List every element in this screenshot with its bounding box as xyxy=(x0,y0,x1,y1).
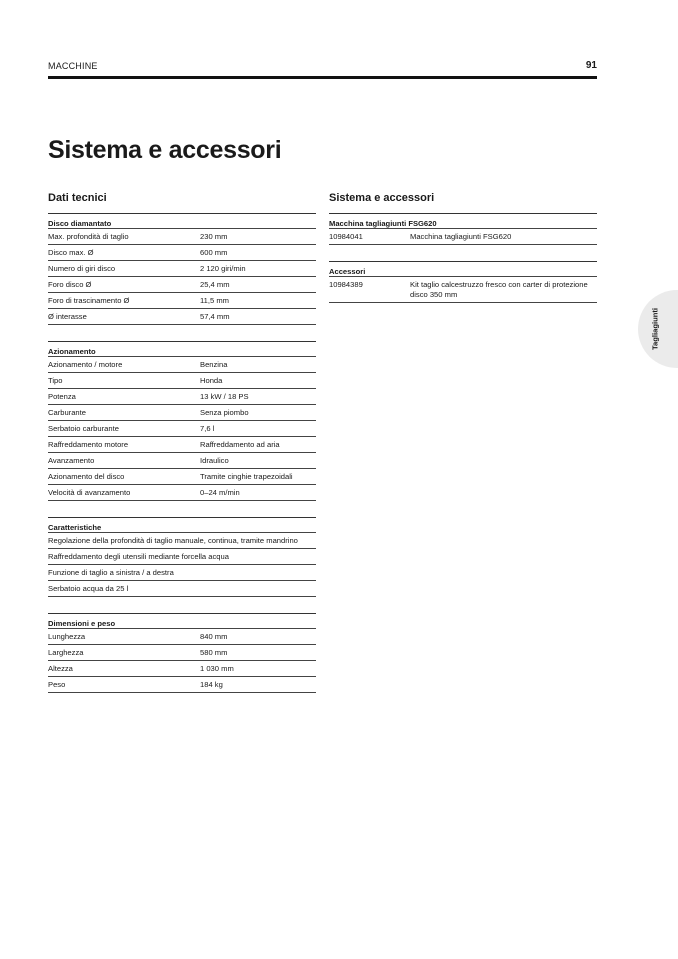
group-title: Accessori xyxy=(329,261,597,276)
table-row xyxy=(48,468,316,484)
row-label: Lunghezza xyxy=(48,632,86,641)
table-row xyxy=(48,644,316,660)
spec-group xyxy=(48,517,316,597)
accessory-group xyxy=(329,261,597,303)
row-label: Funzione di taglio a sinistra / a destra xyxy=(48,568,174,577)
page-title: Sistema e accessori xyxy=(48,136,282,164)
row-label: Carburante xyxy=(48,408,86,417)
row-value: Honda xyxy=(200,376,223,385)
row-value: Benzina xyxy=(200,360,228,369)
table-row xyxy=(48,580,316,597)
row-value: 600 mm xyxy=(200,248,228,257)
row-label: Potenza xyxy=(48,392,76,401)
table-row xyxy=(48,260,316,276)
row-value: Idraulico xyxy=(200,456,229,465)
row-value: 230 mm xyxy=(200,232,228,241)
row-value: Macchina tagliagiunti FSG620 xyxy=(410,232,512,241)
table-row xyxy=(48,276,316,292)
row-label: Avanzamento xyxy=(48,456,95,465)
row-value: Raffreddamento ad aria xyxy=(200,440,280,449)
row-label: Velocità di avanzamento xyxy=(48,488,131,497)
row-label: Altezza xyxy=(48,664,73,673)
table-row xyxy=(48,564,316,580)
group-title: Azionamento xyxy=(48,341,316,356)
table-row xyxy=(48,420,316,436)
row-label: Regolazione della profondità di taglio manuale, continua, tramite mandrino xyxy=(48,536,298,545)
row-value: Senza piombo xyxy=(200,408,249,417)
table-row xyxy=(48,676,316,693)
row-value: Kit taglio calcestruzzo fresco con carter di protezione disco 350 mm xyxy=(410,280,588,299)
row-label: Ø interasse xyxy=(48,312,87,321)
table-row xyxy=(48,388,316,404)
group-title: Caratteristiche xyxy=(48,517,316,532)
row-label: Foro di trascinamento Ø xyxy=(48,296,130,305)
table-row xyxy=(48,404,316,420)
table-row xyxy=(48,372,316,388)
table-row xyxy=(48,292,316,308)
row-label: Tipo xyxy=(48,376,63,385)
table-row xyxy=(48,452,316,468)
row-label: Azionamento / motore xyxy=(48,360,123,369)
header-section-label: MACCHINE xyxy=(48,61,98,71)
row-label: 10984041 xyxy=(329,232,363,241)
row-label: Disco max. Ø xyxy=(48,248,94,257)
table-row xyxy=(48,308,316,325)
row-value: 184 kg xyxy=(200,680,223,689)
row-value: Tramite cinghie trapezoidali xyxy=(200,472,293,481)
page-number: 91 xyxy=(585,60,597,71)
row-label: Max. profondità di taglio xyxy=(48,232,129,241)
row-label: Numero di giri disco xyxy=(48,264,116,273)
row-value: 580 mm xyxy=(200,648,228,657)
row-value: 11,5 mm xyxy=(200,296,229,305)
table-row xyxy=(48,484,316,501)
accessories-column xyxy=(329,213,597,319)
spec-group xyxy=(48,613,316,693)
row-label: Serbatoio acqua da 25 l xyxy=(48,584,129,593)
table-row xyxy=(48,660,316,676)
row-value: 1 030 mm xyxy=(200,664,234,673)
row-value: 840 mm xyxy=(200,632,228,641)
table-row xyxy=(48,436,316,452)
header-divider xyxy=(48,76,597,79)
row-label: Azionamento del disco xyxy=(48,472,125,481)
row-value: 25,4 mm xyxy=(200,280,230,289)
row-label: Raffreddamento motore xyxy=(48,440,129,449)
row-label: Raffreddamento degli utensili mediante forcella acqua xyxy=(48,552,229,561)
table-row xyxy=(48,548,316,564)
row-value: 2 120 giri/min xyxy=(200,264,246,273)
row-value: 7,6 l xyxy=(200,424,215,433)
row-value: 57,4 mm xyxy=(200,312,230,321)
table-row xyxy=(48,244,316,260)
row-label: 10984389 xyxy=(329,280,363,289)
row-label: Peso xyxy=(48,680,66,689)
spec-group xyxy=(48,341,316,501)
table-row xyxy=(329,276,597,303)
row-label: Foro disco Ø xyxy=(48,280,92,289)
accessory-group xyxy=(329,213,597,245)
row-label: Larghezza xyxy=(48,648,84,657)
group-title: Disco diamantato xyxy=(48,213,316,228)
technical-data-heading: Dati tecnici xyxy=(48,192,107,204)
group-title: Dimensioni e peso xyxy=(48,613,316,628)
technical-data-column xyxy=(48,213,316,709)
system-accessories-heading: Sistema e accessori xyxy=(329,192,435,204)
group-title: Macchina tagliagiunti FSG620 xyxy=(329,213,597,228)
row-value: 0–24 m/min xyxy=(200,488,240,497)
row-label: Serbatoio carburante xyxy=(48,424,119,433)
row-value: 13 kW / 18 PS xyxy=(200,392,249,401)
spec-group xyxy=(48,213,316,325)
side-tab-label: Tagliagiunti xyxy=(650,307,660,351)
